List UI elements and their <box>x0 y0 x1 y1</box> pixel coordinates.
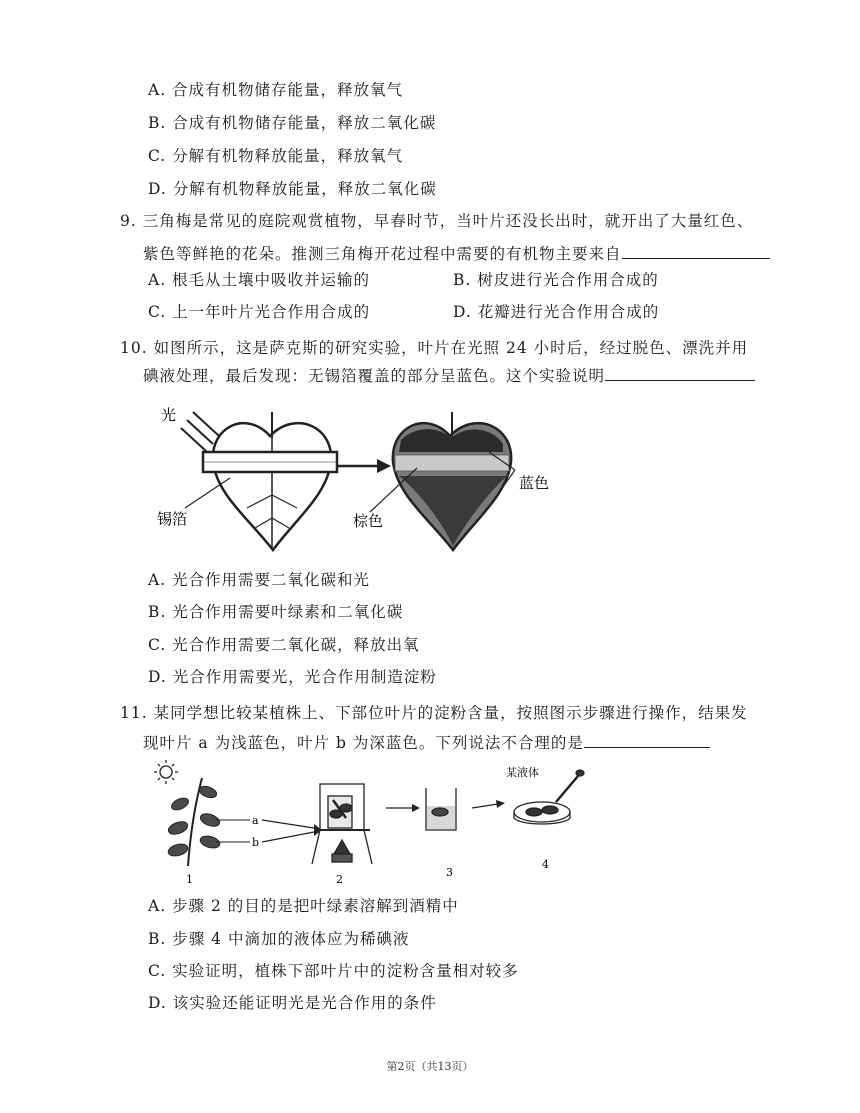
step-number-1: 1 <box>186 873 193 886</box>
q9-option-b: B. 树皮进行光合作用合成的 <box>453 271 659 289</box>
q11-stem-line2 <box>143 733 710 753</box>
plant-illustration <box>167 778 222 866</box>
sun-icon <box>154 760 178 784</box>
q10-sachs-experiment-figure <box>155 400 595 555</box>
leaf-after-iodine <box>393 412 511 550</box>
q8-option-c: C. 分解有机物释放能量，释放氧气 <box>148 147 404 165</box>
q8-option-a: A. 合成有机物储存能量，释放氧气 <box>148 81 404 99</box>
blue-label: 蓝色 <box>519 474 550 492</box>
q11-answer-blank <box>584 733 710 748</box>
q10-answer-blank <box>605 366 755 381</box>
light-label: 光 <box>161 406 177 424</box>
q10-option-b: B. 光合作用需要叶绿素和二氧化碳 <box>148 603 404 621</box>
step-number-4: 4 <box>542 858 549 871</box>
q10-stem-line1: 10. 如图所示，这是萨克斯的研究实验，叶片在光照 24 小时后，经过脱色、漂洗并用 <box>120 339 749 357</box>
arrow-right-icon <box>337 459 391 473</box>
q10-stem-line2 <box>143 366 755 386</box>
label-a: a <box>252 814 259 827</box>
q9-option-d: D. 花瓣进行光合作用合成的 <box>453 303 660 321</box>
q8-option-d: D. 分解有机物释放能量，释放二氧化碳 <box>148 180 437 198</box>
page-footer: 第2页（共13页） <box>386 1060 474 1073</box>
foil-label: 锡箔 <box>157 510 188 528</box>
label-b: b <box>252 836 260 849</box>
step-number-2: 2 <box>336 873 343 886</box>
liquid-label: 某液体 <box>506 766 539 779</box>
q9-stem-text: 紫色等鲜艳的花朵。推测三角梅开花过程中需要的有机物主要来自 <box>143 245 622 263</box>
q11-experiment-steps-figure <box>150 758 590 888</box>
q9-stem-line1: 9. 三角梅是常见的庭院观赏植物，早春时节，当叶片还没长出时，就开出了大量红色、 <box>120 212 754 230</box>
q9-option-c: C. 上一年叶片光合作用合成的 <box>148 303 371 321</box>
q11-stem-text: 现叶片 a 为浅蓝色，叶片 b 为深蓝色。下列说法不合理的是 <box>143 734 584 752</box>
q10-option-d: D. 光合作用需要光，光合作用制造淀粉 <box>148 668 437 686</box>
q11-option-a: A. 步骤 2 的目的是把叶绿素溶解到酒精中 <box>148 897 459 915</box>
q9-stem-line2 <box>143 244 770 264</box>
q11-option-c: C. 实验证明，植株下部叶片中的淀粉含量相对较多 <box>148 962 519 980</box>
beaker-rinse <box>426 788 456 830</box>
q10-option-c: C. 光合作用需要二氧化碳，释放出氧 <box>148 636 420 654</box>
q9-answer-blank <box>622 244 770 259</box>
q9-option-a: A. 根毛从土壤中吸收并运输的 <box>148 271 371 289</box>
q11-option-b: B. 步骤 4 中滴加的液体应为稀碘液 <box>148 930 410 948</box>
q10-option-a: A. 光合作用需要二氧化碳和光 <box>148 571 371 589</box>
step-number-3: 3 <box>446 866 453 879</box>
brown-label: 棕色 <box>353 512 384 530</box>
q8-option-b: B. 合成有机物储存能量，释放二氧化碳 <box>148 114 437 132</box>
q11-stem-line1: 11. 某同学想比较某植株上、下部位叶片的淀粉含量，按照图示步骤进行操作，结果发 <box>120 704 748 722</box>
leaf-with-foil <box>203 412 337 550</box>
water-bath-apparatus <box>312 784 372 864</box>
q11-option-d: D. 该实验还能证明光是光合作用的条件 <box>148 994 437 1012</box>
q10-stem-text: 碘液处理，最后发现：无锡箔覆盖的部分呈蓝色。这个实验说明 <box>143 367 606 385</box>
